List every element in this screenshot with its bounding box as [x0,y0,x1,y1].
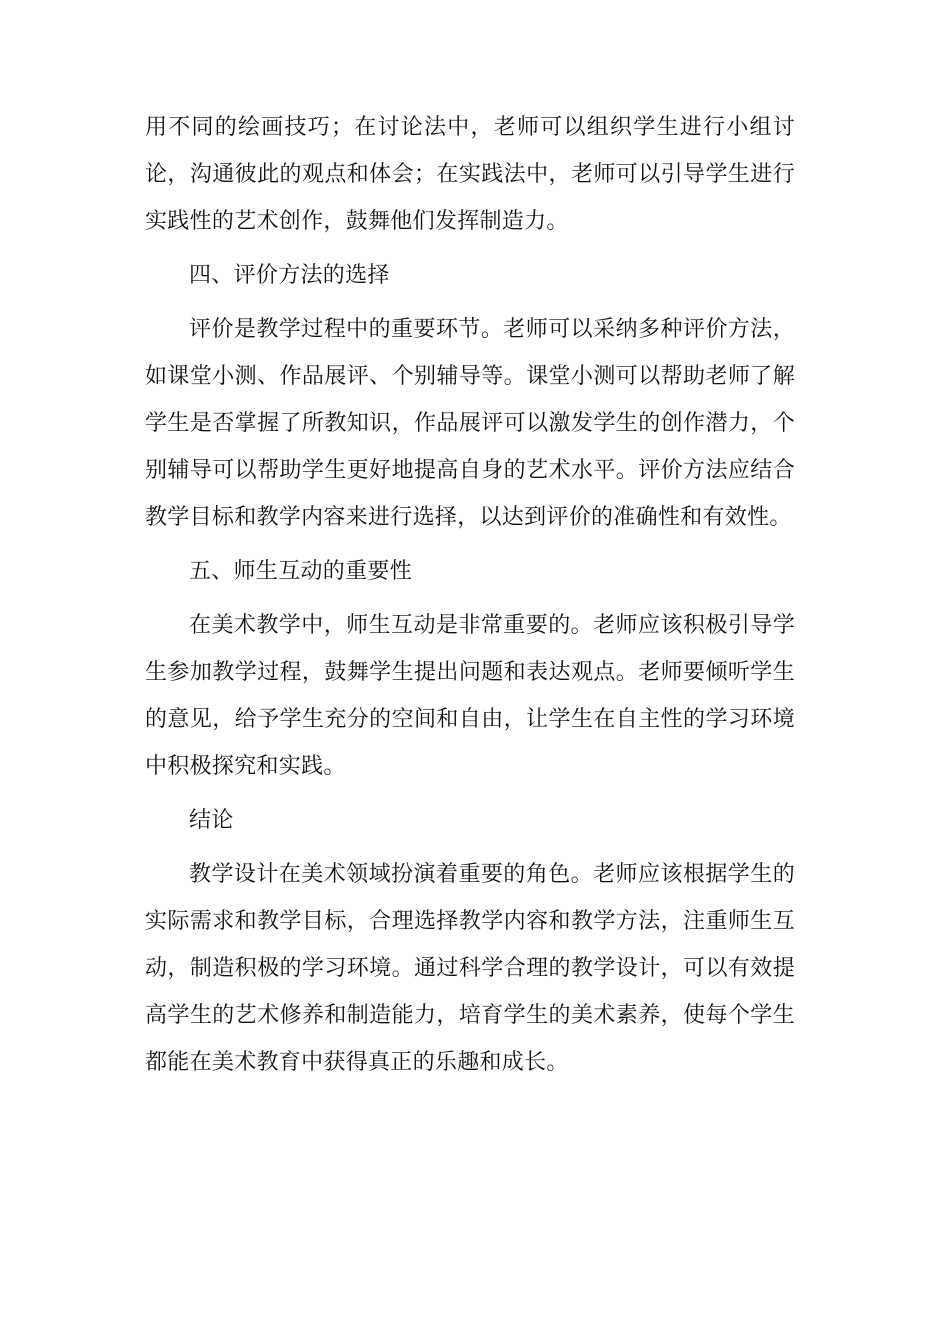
section-heading-five: 五、师生互动的重要性 [189,559,413,584]
paragraph-conclusion: 教学设计在美术领域扮演着重要的角色。老师应该根据学生的实际需求和教学目标，合理选择教学内容和教学方法，注重师生互动，制造积极的学习环境。通过科学合理的教学设计，可以有效提高学生的艺术修养和制造能力，培育学生的美术素养，使每个学生都能在美术教育中获得真正的乐趣和成长。 [145,862,795,1075]
paragraph-continued: 用不同的绘画技巧；在讨论法中，老师可以组织学生进行小组讨论，沟通彼此的观点和体会；在实践法中，老师可以引导学生进行实践性的艺术创作，鼓舞他们发挥制造力。 [145,115,795,234]
section-heading-four: 四、评价方法的选择 [189,263,390,288]
document-page [145,104,795,1086]
section-heading-conclusion: 结论 [189,808,234,833]
paragraph-evaluation: 评价是教学过程中的重要环节。老师可以采纳多种评价方法，如课堂小测、作品展评、个别辅导等。课堂小测可以帮助老师了解学生是否掌握了所教知识，作品展评可以激发学生的创作潜力，个别辅导可以帮助学生更好地提高自身的艺术水平。评价方法应结合教学目标和教学内容来进行选择，以达到评价的准确性和有效性。 [145,317,795,530]
paragraph-interaction: 在美术教学中，师生互动是非常重要的。老师应该积极引导学生参加教学过程，鼓舞学生提出问题和表达观点。老师要倾听学生的意见，给予学生充分的空间和自由，让学生在自主性的学习环境中积极探究和实践。 [145,613,795,779]
